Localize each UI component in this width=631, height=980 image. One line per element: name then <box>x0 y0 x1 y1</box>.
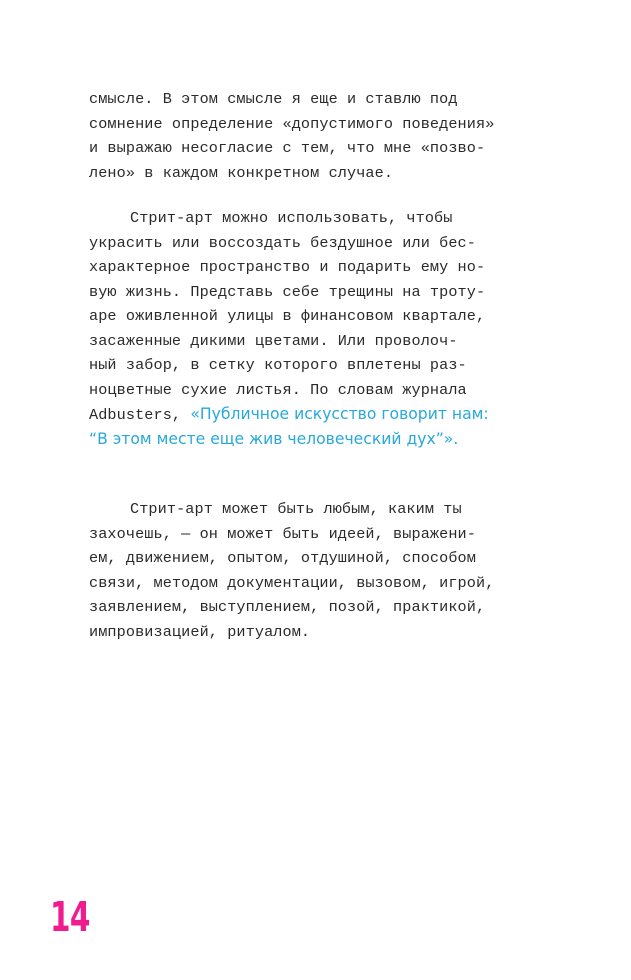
text-line: импровизацией, ритуалом. <box>89 622 311 641</box>
page-number: 14 <box>50 893 90 941</box>
paragraph-2 <box>89 206 559 451</box>
text-line: заявлением, выступлением, позой, практикой, <box>89 598 486 616</box>
highlighted-quote: “В этом месте еще жив человеческий дух”». <box>89 429 459 448</box>
text-line: украсить или воссоздать бездушное или бес- <box>89 233 476 252</box>
text-line: ноцветные сухие листья. По словам журнала <box>89 380 467 399</box>
text-line: сомнение определение «допустимого поведения» <box>89 114 495 133</box>
highlighted-quote: «Публичное искусство говорит нам: <box>190 405 489 423</box>
text-line: и выражаю несогласие с тем, что мне «позво- <box>89 139 486 157</box>
paragraph-3 <box>89 497 559 644</box>
text-line: ный забор, в сетку которого вплетены раз- <box>89 356 467 374</box>
text-line: Стрит-арт может быть любым, каким ты <box>130 500 462 518</box>
text-line <box>89 402 559 427</box>
text-line: лено» в каждом конкретном случае. <box>89 163 394 182</box>
text-line: засаженные дикими цветами. Или проволоч- <box>89 331 458 350</box>
text-line: вую жизнь. Представь себе трещины на троту- <box>89 282 486 301</box>
text-line: ем, движением, опытом, отдушиной, способом <box>89 549 476 567</box>
text-line: характерное пространство и подарить ему но- <box>89 258 486 276</box>
text-line: связи, методом документации, вызовом, игрой, <box>89 573 495 592</box>
text-line: Стрит-арт можно использовать, чтобы <box>130 209 453 227</box>
paragraph-1 <box>89 87 559 185</box>
text-line: аре оживленной улицы в финансовом квартале, <box>89 307 486 325</box>
quote-lead: Adbusters, <box>89 406 191 424</box>
text-line: захочешь, — он может быть идеей, выражени- <box>89 524 476 543</box>
text-line: смысле. В этом смысле я еще и ставлю под <box>89 90 458 108</box>
